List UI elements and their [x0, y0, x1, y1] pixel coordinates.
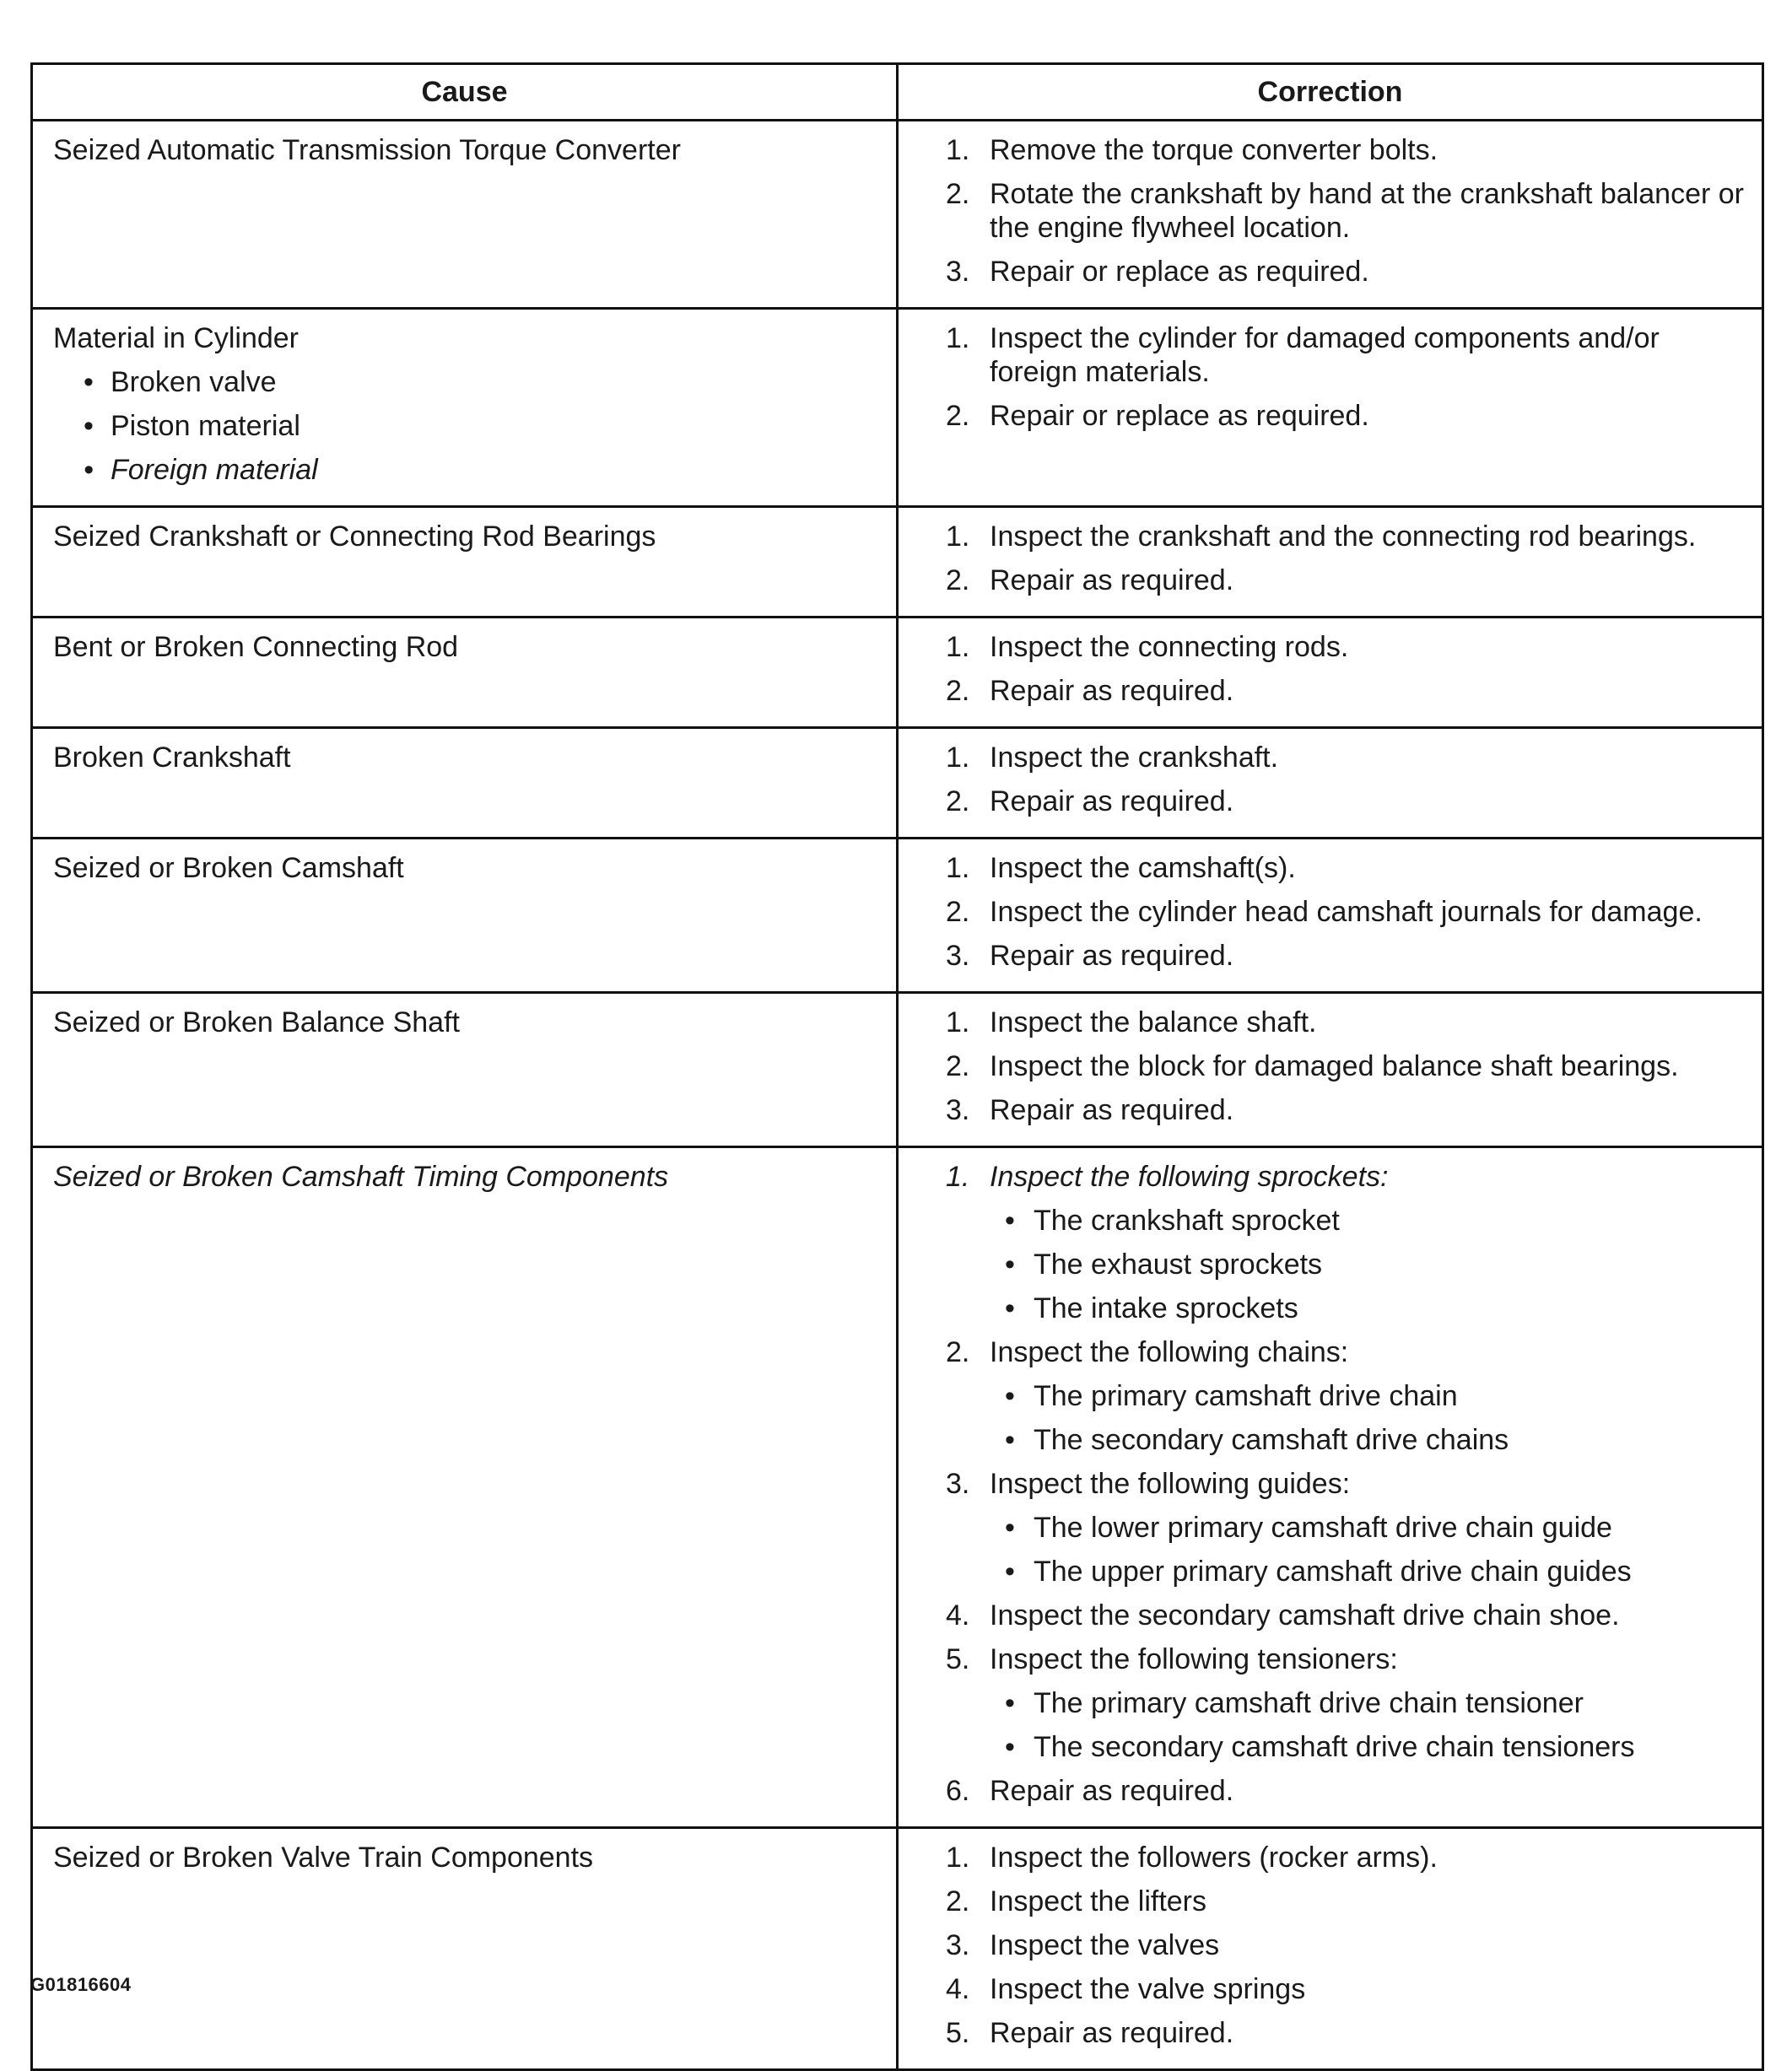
correction-step	[946, 741, 1755, 774]
correction-cell	[898, 1828, 1763, 2070]
cause-bullet-text: Broken valve	[111, 366, 277, 398]
step-text: Inspect the following tensioners:	[990, 1643, 1398, 1675]
step-text: Repair as required.	[990, 1775, 1234, 1807]
step-sub-item	[990, 1555, 1755, 1588]
cause-cell	[32, 121, 898, 309]
step-text: Rotate the crankshaft by hand at the crankshaft balancer or the engine flywheel location.	[990, 178, 1744, 244]
step-text: Repair or replace as required.	[990, 256, 1369, 288]
bullet-icon: •	[1005, 1249, 1015, 1281]
correction-cell	[898, 1147, 1763, 1828]
step-number: 5.	[946, 1643, 970, 1675]
correction-step	[946, 564, 1755, 597]
cause-bullet-text: Piston material	[111, 410, 300, 442]
correction-step	[946, 785, 1755, 818]
step-text: Remove the torque converter bolts.	[990, 134, 1438, 166]
step-sub-text: The secondary camshaft drive chains	[1034, 1424, 1509, 1456]
diagnosis-table-container	[30, 62, 1762, 2071]
table-row	[32, 728, 1763, 839]
step-number: 1.	[946, 134, 970, 166]
step-number: 2.	[946, 785, 970, 817]
cause-text: Bent or Broken Connecting Rod	[53, 631, 459, 663]
step-number: 3.	[946, 940, 970, 972]
step-number: 2.	[946, 675, 970, 707]
step-number: 2.	[946, 564, 970, 596]
step-number: 1.	[946, 852, 970, 884]
correction-step	[946, 1972, 1755, 2006]
step-number: 2.	[946, 896, 970, 928]
cause-cell	[32, 507, 898, 618]
step-text: Repair as required.	[990, 1094, 1234, 1126]
step-number: 1.	[946, 322, 970, 354]
cause-text: Seized or Broken Camshaft Timing Components	[53, 1161, 669, 1193]
step-sub-item	[990, 1204, 1755, 1238]
bullet-icon: •	[1005, 1424, 1015, 1456]
correction-step	[946, 1160, 1755, 1325]
step-number: 4.	[946, 1599, 970, 1631]
step-sub-item	[990, 1379, 1755, 1413]
correction-step	[946, 1928, 1755, 1962]
correction-cell	[898, 121, 1763, 309]
correction-cell	[898, 839, 1763, 993]
correction-step	[946, 520, 1755, 553]
cause-cell	[32, 839, 898, 993]
correction-steps	[946, 321, 1755, 433]
table-row	[32, 121, 1763, 309]
correction-step	[946, 851, 1755, 885]
correction-step	[946, 177, 1755, 245]
cause-text: Seized or Broken Camshaft	[53, 852, 404, 884]
step-number: 2.	[946, 1885, 970, 1917]
step-sub-list	[990, 1511, 1755, 1588]
correction-step	[946, 1467, 1755, 1588]
cause-cell	[32, 309, 898, 507]
diagnosis-table	[30, 62, 1764, 2071]
step-text: Repair as required.	[990, 2017, 1234, 2049]
correction-step	[946, 630, 1755, 664]
step-sub-text: The secondary camshaft drive chain tensioners	[1034, 1731, 1635, 1763]
step-text: Inspect the cylinder for damaged components and/or foreign materials.	[990, 322, 1660, 388]
correction-steps	[946, 133, 1755, 289]
step-text: Inspect the valves	[990, 1929, 1220, 1961]
bullet-icon: •	[1005, 1687, 1015, 1719]
table-row	[32, 839, 1763, 993]
step-text: Repair as required.	[990, 564, 1234, 596]
step-text: Inspect the following sprockets:	[990, 1161, 1389, 1193]
step-text: Inspect the following guides:	[990, 1468, 1351, 1500]
step-number: 1.	[946, 742, 970, 774]
correction-steps	[946, 1160, 1755, 1808]
step-number: 1.	[946, 631, 970, 663]
step-number: 1.	[946, 1006, 970, 1038]
correction-step	[946, 1885, 1755, 1918]
step-sub-list	[990, 1379, 1755, 1457]
step-number: 2.	[946, 400, 970, 432]
bullet-icon: •	[84, 410, 94, 442]
correction-step	[946, 1841, 1755, 1874]
correction-steps	[946, 1006, 1755, 1127]
step-number: 1.	[946, 520, 970, 553]
table-header-row	[32, 64, 1763, 121]
table-row	[32, 507, 1763, 618]
correction-step	[946, 1006, 1755, 1039]
correction-cell	[898, 309, 1763, 507]
step-sub-list	[990, 1204, 1755, 1325]
correction-cell	[898, 618, 1763, 728]
correction-step	[946, 895, 1755, 929]
cause-cell	[32, 618, 898, 728]
step-text: Inspect the crankshaft and the connecting rod bearings.	[990, 520, 1697, 553]
bullet-icon: •	[1005, 1556, 1015, 1588]
correction-step	[946, 255, 1755, 289]
step-text: Inspect the secondary camshaft drive chain shoe.	[990, 1599, 1620, 1631]
step-text: Inspect the followers (rocker arms).	[990, 1842, 1438, 1874]
bullet-icon: •	[1005, 1731, 1015, 1763]
correction-step	[946, 1774, 1755, 1808]
correction-step	[946, 1335, 1755, 1457]
step-text: Repair as required.	[990, 675, 1234, 707]
cause-bullet-list	[53, 365, 876, 487]
correction-cell	[898, 507, 1763, 618]
table-body	[32, 121, 1763, 2070]
step-text: Repair as required.	[990, 785, 1234, 817]
step-sub-item	[990, 1686, 1755, 1720]
cause-text: Seized or Broken Balance Shaft	[53, 1006, 460, 1038]
correction-step	[946, 674, 1755, 708]
table-row	[32, 1147, 1763, 1828]
figure-id: G01816604	[30, 1974, 132, 1995]
correction-steps	[946, 630, 1755, 708]
cause-cell	[32, 993, 898, 1147]
step-sub-text: The crankshaft sprocket	[1034, 1205, 1340, 1237]
correction-steps	[946, 741, 1755, 818]
table-row	[32, 993, 1763, 1147]
table-row	[32, 618, 1763, 728]
step-sub-text: The lower primary camshaft drive chain guide	[1034, 1512, 1612, 1544]
cause-cell	[32, 728, 898, 839]
correction-cell	[898, 993, 1763, 1147]
cause-text: Broken Crankshaft	[53, 742, 291, 774]
cause-cell	[32, 1828, 898, 2070]
correction-step	[946, 399, 1755, 433]
step-sub-item	[990, 1730, 1755, 1764]
correction-step	[946, 321, 1755, 389]
step-number: 2.	[946, 178, 970, 210]
step-number: 2.	[946, 1336, 970, 1368]
cause-text: Seized Automatic Transmission Torque Converter	[53, 134, 681, 166]
step-number: 3.	[946, 1929, 970, 1961]
step-text: Inspect the cylinder head camshaft journals for damage.	[990, 896, 1703, 928]
cause-bullet-item	[53, 409, 876, 443]
step-text: Inspect the connecting rods.	[990, 631, 1349, 663]
cause-text: Material in Cylinder	[53, 322, 299, 354]
step-text: Inspect the camshaft(s).	[990, 852, 1296, 884]
correction-step	[946, 133, 1755, 167]
bullet-icon: •	[1005, 1292, 1015, 1324]
step-sub-text: The intake sprockets	[1034, 1292, 1298, 1324]
bullet-icon: •	[1005, 1380, 1015, 1412]
bullet-icon: •	[1005, 1512, 1015, 1544]
table-row	[32, 309, 1763, 507]
cause-bullet-item	[53, 365, 876, 399]
table-row	[32, 1828, 1763, 2070]
step-text: Repair as required.	[990, 940, 1234, 972]
step-number: 3.	[946, 1094, 970, 1126]
correction-step	[946, 1093, 1755, 1127]
correction-step	[946, 1599, 1755, 1632]
cause-bullet-item	[53, 453, 876, 487]
bullet-icon: •	[84, 366, 94, 398]
step-text: Repair or replace as required.	[990, 400, 1369, 432]
correction-steps	[946, 851, 1755, 973]
step-text: Inspect the lifters	[990, 1885, 1207, 1917]
step-sub-item	[990, 1248, 1755, 1281]
step-sub-item	[990, 1511, 1755, 1545]
step-sub-text: The upper primary camshaft drive chain guides	[1034, 1556, 1632, 1588]
correction-steps	[946, 520, 1755, 597]
cause-text: Seized or Broken Valve Train Components	[53, 1842, 594, 1874]
step-number: 6.	[946, 1775, 970, 1807]
step-text: Inspect the valve springs	[990, 1973, 1306, 2005]
step-number: 1.	[946, 1842, 970, 1874]
step-text: Inspect the balance shaft.	[990, 1006, 1317, 1038]
step-sub-item	[990, 1423, 1755, 1457]
step-number: 3.	[946, 1468, 970, 1500]
step-sub-item	[990, 1292, 1755, 1325]
correction-step	[946, 1049, 1755, 1083]
step-sub-text: The primary camshaft drive chain tensioner	[1034, 1687, 1584, 1719]
correction-step	[946, 2016, 1755, 2050]
cause-text: Seized Crankshaft or Connecting Rod Bearings	[53, 520, 656, 553]
header-cause: Cause	[32, 64, 898, 121]
step-text: Inspect the crankshaft.	[990, 742, 1279, 774]
step-text: Inspect the block for damaged balance shaft bearings.	[990, 1050, 1679, 1082]
cause-cell	[32, 1147, 898, 1828]
bullet-icon: •	[1005, 1205, 1015, 1237]
step-number: 4.	[946, 1973, 970, 2005]
bullet-icon: •	[84, 454, 94, 486]
step-sub-list	[990, 1686, 1755, 1764]
step-number: 1.	[946, 1161, 970, 1193]
step-number: 3.	[946, 256, 970, 288]
step-text: Inspect the following chains:	[990, 1336, 1349, 1368]
header-correction: Correction	[898, 64, 1763, 121]
correction-cell	[898, 728, 1763, 839]
step-number: 5.	[946, 2017, 970, 2049]
correction-steps	[946, 1841, 1755, 2050]
correction-step	[946, 1642, 1755, 1764]
step-number: 2.	[946, 1050, 970, 1082]
cause-bullet-text: Foreign material	[111, 454, 318, 486]
correction-step	[946, 939, 1755, 973]
step-sub-text: The primary camshaft drive chain	[1034, 1380, 1458, 1412]
step-sub-text: The exhaust sprockets	[1034, 1249, 1323, 1281]
